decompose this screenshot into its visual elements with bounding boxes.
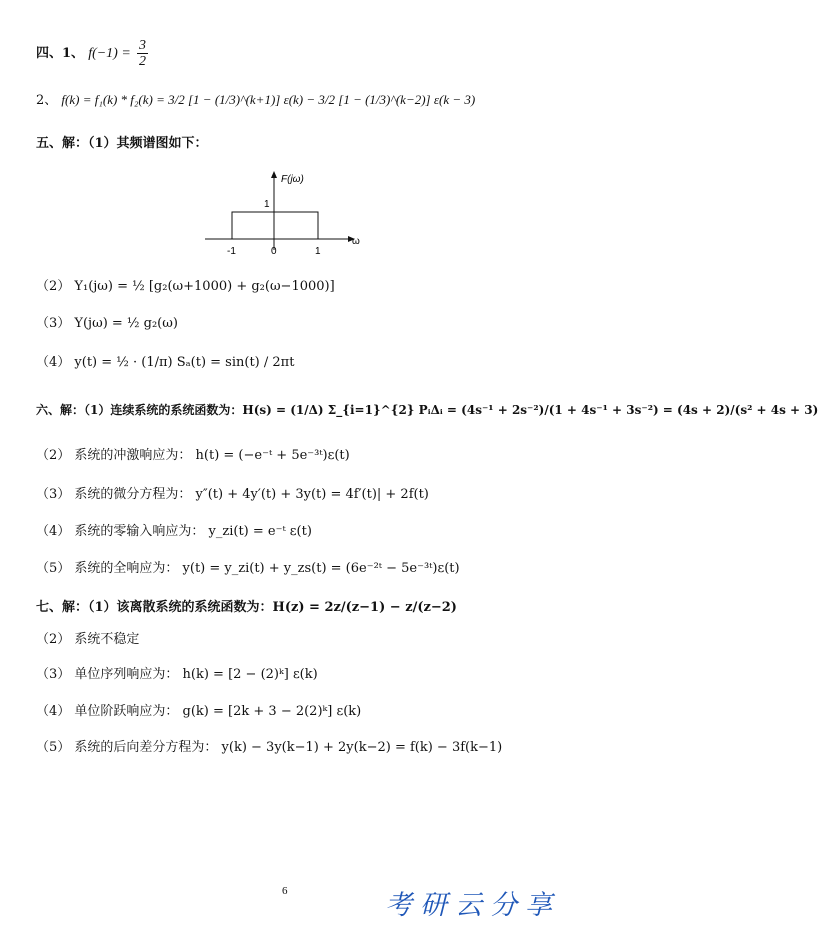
q4-item1-num: 3 — [138, 38, 146, 53]
q6-item2: （2） 系统的冲激响应为： h(t) = (−e⁻ᵗ + 5e⁻³ᵗ)ε(t) — [36, 448, 350, 463]
q7-item3: （3） 单位序列响应为： h(k) = [2 − (2)ᵏ] ε(k) — [36, 667, 318, 682]
q4-item2 — [36, 90, 475, 111]
q6-item5: （5） 系统的全响应为： y(t) = y_zi(t) + y_zs(t) = (6e⁻²ᵗ − 5e⁻³ᵗ)ε(t) — [36, 561, 460, 576]
q5-item2: （2） Y₁(jω) = ½ [g₂(ω+1000) + g₂(ω−1000)] — [36, 279, 335, 294]
spectrum-rect — [232, 212, 318, 239]
q4-item1-label: 四、1、 — [36, 46, 85, 61]
q6-item4: （4） 系统的零输入响应为： y_zi(t) = e⁻ᵗ ε(t) — [36, 524, 312, 539]
q7-item4: （4） 单位阶跃响应为： g(k) = [2k + 3 − 2(2)ᵏ] ε(k) — [36, 704, 362, 719]
q6-head: 六、解：（1）连续系统的系统函数为：H(s) = (1/Δ) Σ_{i=1}^{2} PᵢΔᵢ = (4s⁻¹ + 2s⁻²)/(1 + 4s⁻¹ + 3s⁻²) = (4s + 2)/(s² + 4s + 3) — [36, 403, 818, 417]
q7-item2: （2） 系统不稳定 — [36, 632, 140, 647]
q6-item3: （3） 系统的微分方程为： y″(t) + 4y′(t) + 3y(t) = 4f′(t)| + 2f(t) — [36, 487, 429, 502]
q7-head: 七、解：（1）该离散系统的系统函数为：H(z) = 2z/(z−1) − z/(z−2) — [36, 600, 457, 615]
y-axis-label: F(jω) — [281, 174, 304, 185]
x-axis-label: ω — [352, 236, 360, 247]
watermark: 考研云分享 — [385, 890, 560, 921]
q5-item4: （4） y(t) = ½ · (1/π) Sₐ(t) = sin(t) / 2πt — [36, 355, 295, 370]
q4-item1-den: 2 — [138, 54, 146, 69]
q5-head: 五、解：（1）其频谱图如下： — [36, 136, 208, 151]
page-number: 6 — [282, 885, 288, 897]
y-axis-arrow — [271, 171, 277, 178]
q4-item1-lhs: f(−1) = — [88, 46, 131, 61]
tick-label-0: 0 — [271, 246, 277, 257]
q4-item1 — [36, 38, 150, 69]
level-label: 1 — [264, 199, 270, 210]
q4-item2-label: 2、 — [36, 93, 58, 108]
tick-label-1: 1 — [315, 246, 321, 257]
q7-item5: （5） 系统的后向差分方程为： y(k) − 3y(k−1) + 2y(k−2) = f(k) − 3f(k−1) — [36, 740, 503, 755]
q5-item3: （3） Y(jω) = ½ g₂(ω) — [36, 316, 178, 331]
spectrum-figure — [200, 168, 360, 258]
tick-label-neg1: -1 — [227, 246, 236, 257]
q4-item2-expr: f(k) = f₁(k) * f₂(k) = 3/2 [1 − (1/3)^(k+1)] ε(k) − 3/2 [1 − (1/3)^(k−2)] ε(k − 3) — [61, 92, 476, 107]
q4-item1-fraction — [137, 38, 148, 69]
